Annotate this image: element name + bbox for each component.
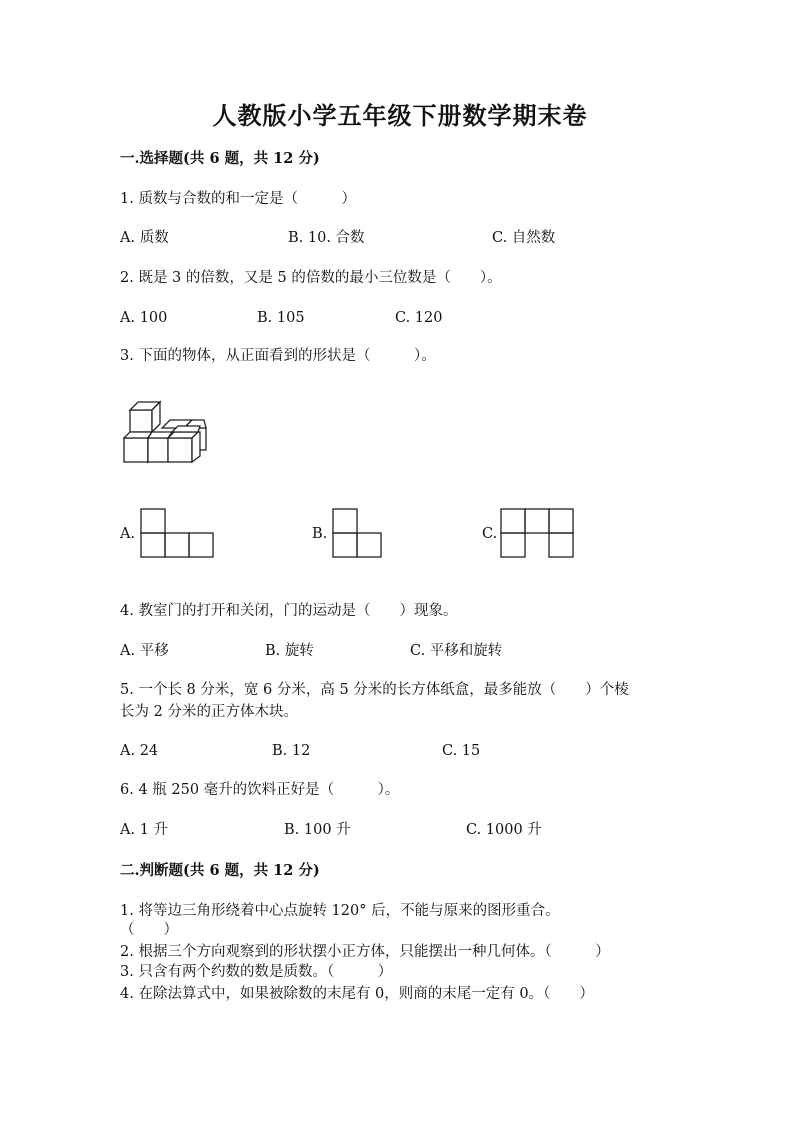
question-5-option-c: C. 15 bbox=[442, 743, 481, 759]
question-3-option-a: A. bbox=[120, 526, 136, 542]
option-c-shape bbox=[500, 508, 576, 558]
question-3-option-b: B. bbox=[312, 526, 328, 542]
question-5-stem: 5. 一个长 8 分米，宽 6 分米，高 5 分米的长方体纸盒，最多能放（ ）个棱 bbox=[120, 682, 629, 698]
judge-item-4: 4. 在除法算式中，如果被除数的末尾有 0，则商的末尾一定有 0。（ ） bbox=[120, 986, 594, 1002]
question-4-option-b: B. 旋转 bbox=[265, 643, 314, 659]
question-6-option-c: C. 1000 升 bbox=[466, 822, 542, 838]
question-3-option-c: C. bbox=[482, 526, 498, 542]
question-6-stem: 6. 4 瓶 250 毫升的饮料正好是（ ）。 bbox=[120, 782, 400, 798]
judge-item-2: 2. 根据三个方向观察到的形状摆小正方体，只能摆出一种几何体。（ ） bbox=[120, 944, 610, 960]
question-5-option-a: A. 24 bbox=[120, 743, 159, 759]
question-6-option-b: B. 100 升 bbox=[284, 822, 351, 838]
question-1-option-a: A. 质数 bbox=[120, 230, 169, 246]
judge-item-1: 1. 将等边三角形绕着中心点旋转 120° 后，不能与原来的图形重合。 bbox=[120, 903, 560, 919]
question-5-stem-line2: 长为 2 分米的正方体木块。 bbox=[120, 704, 298, 720]
question-4-option-a: A. 平移 bbox=[120, 643, 169, 659]
question-2-stem: 2. 既是 3 的倍数，又是 5 的倍数的最小三位数是（ ）。 bbox=[120, 270, 502, 286]
option-a-shape bbox=[140, 508, 216, 558]
question-5-option-b: B. 12 bbox=[272, 743, 311, 759]
question-2-option-b: B. 105 bbox=[257, 310, 305, 326]
cube-stack-figure bbox=[122, 402, 212, 472]
judge-item-1-bracket: （ ） bbox=[120, 922, 178, 938]
question-2-option-c: C. 120 bbox=[395, 310, 443, 326]
question-4-stem: 4. 教室门的打开和关闭，门的运动是（ ）现象。 bbox=[120, 603, 458, 619]
question-4-option-c: C. 平移和旋转 bbox=[410, 643, 503, 659]
section1-heading: 一.选择题(共 6 题，共 12 分) bbox=[120, 150, 320, 167]
question-6-option-a: A. 1 升 bbox=[120, 822, 169, 838]
question-3-stem: 3. 下面的物体，从正面看到的形状是（ ）。 bbox=[120, 348, 436, 364]
page-title: 人教版小学五年级下册数学期末卷 bbox=[212, 101, 588, 130]
question-1-stem: 1. 质数与合数的和一定是（ ） bbox=[120, 191, 356, 207]
question-1-option-b: B. 10. 合数 bbox=[288, 230, 365, 246]
judge-item-3: 3. 只含有两个约数的数是质数。（ ） bbox=[120, 964, 393, 980]
question-2-option-a: A. 100 bbox=[120, 310, 168, 326]
option-b-shape bbox=[332, 508, 384, 558]
question-1-option-c: C. 自然数 bbox=[492, 230, 556, 246]
section2-heading: 二.判断题(共 6 题，共 12 分) bbox=[120, 862, 320, 879]
